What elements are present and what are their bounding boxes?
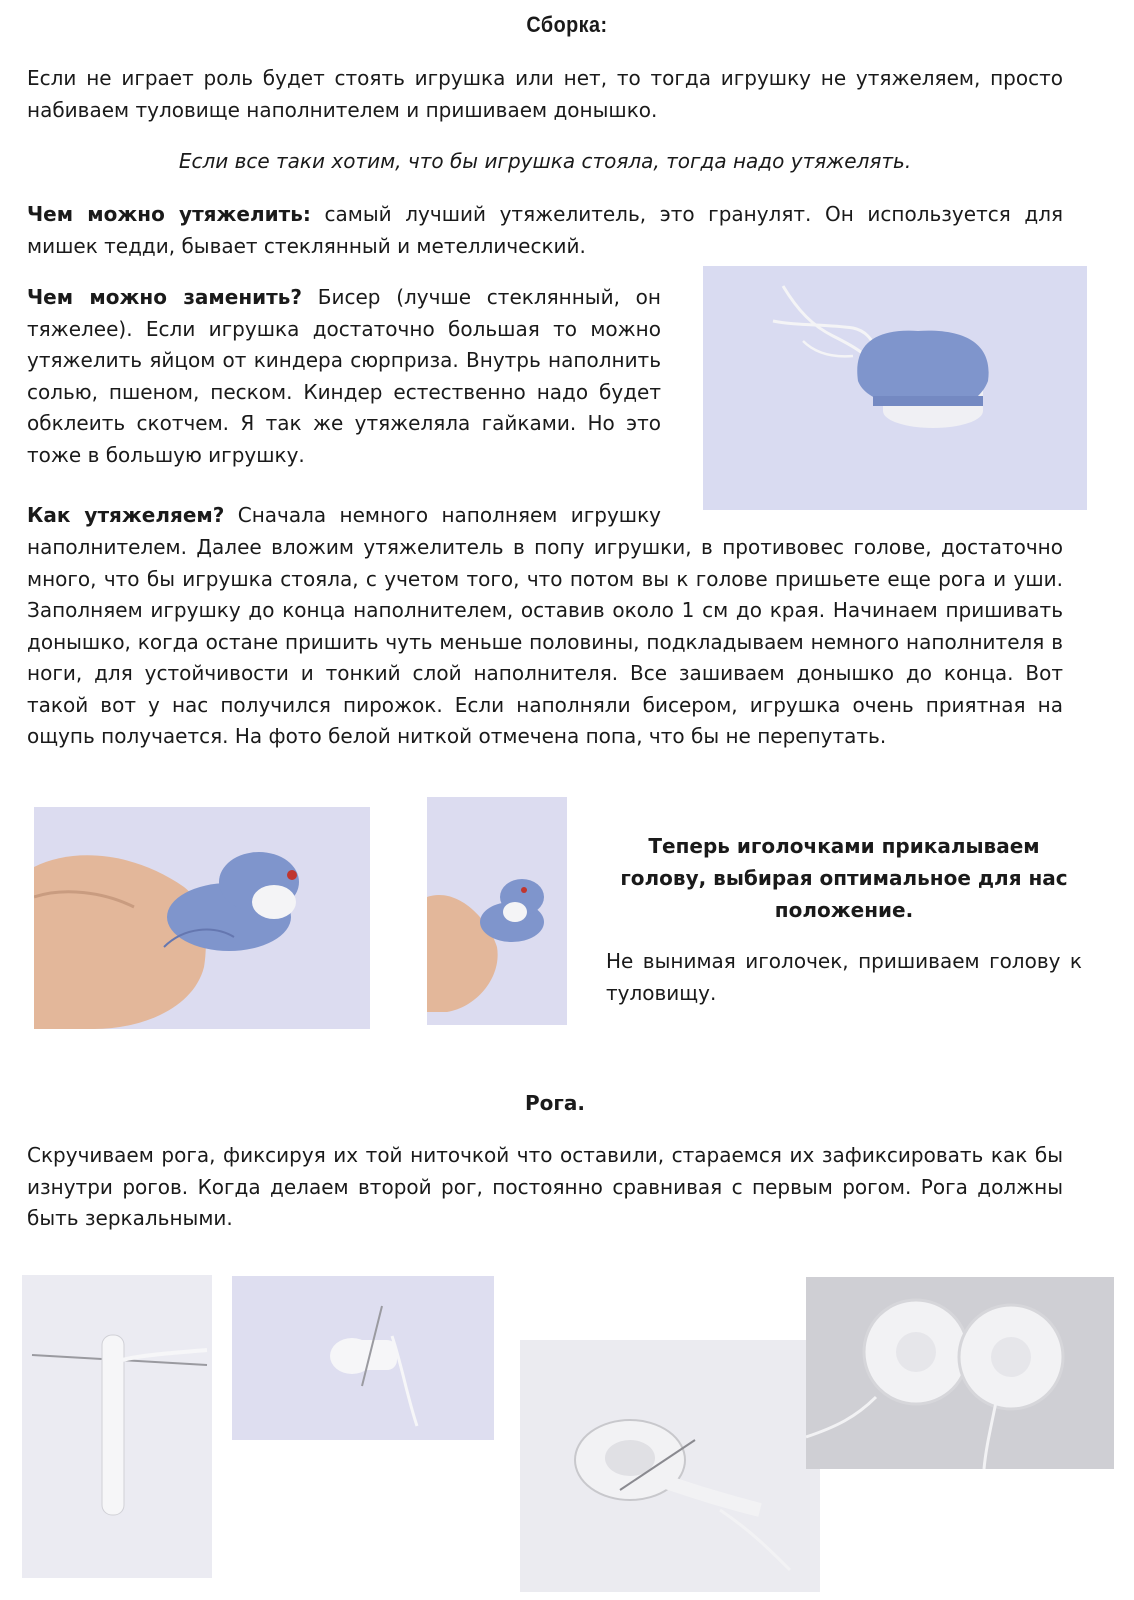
photo-horn-sewing — [520, 1340, 820, 1592]
pin-text: Не вынимая иголочек, пришиваем голову к туловищу. — [606, 949, 1082, 1005]
horn-sewing-illustration — [520, 1340, 820, 1592]
head-pinned-small-illustration — [427, 797, 567, 1025]
head-pinned-illustration — [34, 807, 370, 1029]
italic-note: Если все таки хотим, что бы игрушка стояла, тогда надо утяжелять. — [178, 149, 912, 173]
photo-horn-strip — [22, 1275, 212, 1578]
how-paragraph-first-line — [27, 500, 661, 532]
horns-heading: Рога. — [525, 1091, 585, 1115]
replace-paragraph — [27, 282, 661, 471]
horns-pair-illustration — [806, 1277, 1114, 1469]
stuffed-body-illustration — [703, 266, 1087, 510]
photo-head-pinned-small — [427, 797, 567, 1025]
photo-stuffed-body — [703, 266, 1087, 510]
horns-paragraph: Скручиваем рога, фиксируя их той ниточкой что оставили, стараемся их зафиксировать как бы изнутри рогов. Когда делаем второй рог, постоянно сравнивая с первым рогом. Рога должны быть зеркальными. — [27, 1143, 1063, 1230]
horn-rolling-illustration — [232, 1276, 494, 1440]
horn-strip-illustration — [22, 1275, 212, 1578]
weights-label: Чем можно утяжелить: — [27, 202, 311, 226]
page-title: Сборка: — [526, 12, 608, 37]
weights-text: самый лучший утяжелитель, это гранулят. Он используется для мишек тедди, бывает стеклянный и метеллический. — [27, 202, 1064, 258]
how-text-first: Сначала немного наполняем игрушку — [224, 503, 662, 527]
pin-heading: Теперь иголочками прикалываем голову, выбирая оптимальное для нас положение. — [620, 834, 1068, 922]
how-paragraph-rest: наполнителем. Далее вложим утяжелитель в попу игрушки, в противовес голове, достаточно много, что бы игрушка стояла, с учетом того, что потом вы к голове пришьете еще рога и уши. Заполняем игрушку до конца наполнителем, оставив около 1 см до края. Начинаем пришивать донышко, когда остане пришить чуть меньше половины, подкладываем немного наполнителя в ноги, для устойчивости и тонкий слой наполнителя. Все зашиваем донышко до конца. Вот такой вот у нас получился пирожок. Если наполняли бисером, игрушка очень приятная на ощупь получается. На фото белой ниткой отмечена попа, что бы не перепутать. — [27, 535, 1063, 748]
intro-paragraph: Если не играет роль будет стоять игрушка или нет, то тогда игрушку не утяжеляем, просто набиваем туловище наполнителем и пришиваем донышко. — [27, 66, 1063, 122]
how-label: Как утяжеляем? — [27, 503, 225, 527]
photo-horns-pair — [806, 1277, 1114, 1469]
replace-text: Бисер (лучше стеклянный, он тяжелее). Если игрушка достаточно большая то можно утяжелить яйцом от киндера сюрприза. Внутрь наполнить солью, пшеном, песком. Киндер естественно надо будет обклеить скотчем. Я так же утяжеляла гайками. Но это тоже в большую игрушку. — [27, 285, 661, 467]
weights-paragraph — [27, 199, 1063, 262]
photo-horn-rolling — [232, 1276, 494, 1440]
photo-head-pinned-large — [34, 807, 370, 1029]
replace-label: Чем можно заменить? — [27, 285, 303, 309]
